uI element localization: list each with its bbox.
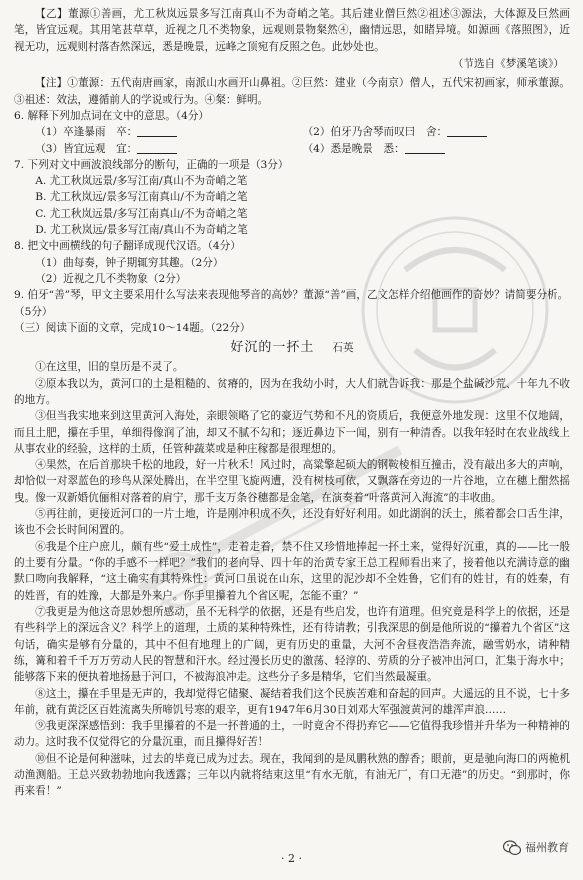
article-title: 好沉的一抔土 (230, 340, 315, 356)
article-paragraph-6: ⑥我是个庄户庶儿，颇有些“爱土成性”，走着走着，禁不住又珍惜地捧起一抔土来，觉得好沉重，真的——比一般的土要有分量。“你的手感不一样吧？”我们的老向导、四十年的治黄专家王总工程师看出来了，接着他以充满诗意的幽默口吻向我解释，“这土确实有其特殊性：黄河口虽说在山东，这里的泥沙却不全姓鲁，它们有的姓甘，有的姓秦，有的姓晋，有的姓豫，大都是外来户。你手里攥着九个省区呢，怎能不重？” (14, 540, 570, 602)
question-6-item-1: （1）卒逢暴雨 卒： (35, 126, 138, 139)
question-6-stem: 6. 解释下列加点词在文中的意思。（4分） (14, 109, 210, 122)
article-paragraph-7: ⑦我更是为他这奇思妙想所感动，虽不无科学的依据，还是有些启发，也许有道理。但究竟是科学上的依据，还是有些科学上的深远含义？科学上的道理，土质的某种特殊性，还有待请教；引我深思的倒是他所说的“攥着九个省区”这句话，确实是够有分量的，其中不但有地理上的广阔，更有历史的重量，大河不舍昼夜浩浩奔流，融雪奶水，请种精练，篝和着千千万万劳动人民的智慧和汗水。经过漫长历史的激荡、轻淳的、劳质的分子被冲出河口，汇集于海水中；能够落下来的便执着地扬悬于河口，不被海浪冲走。这些分子多是精华，它们当然最凝重。 (14, 605, 570, 684)
account-watermark (503, 840, 569, 857)
answer-blank[interactable] (137, 125, 177, 137)
passage-b-text: 董源①善画，尤工秋岚远景多写江南真山不为奇峭之笔。其后建业僧巨然②祖述③源法，大体源及巨然画笔，皆宜远观。其用笔甚草草，近视之几不类物象，远观则景物粲然④，幽情远思，如睹异境。如源画《落照图》，近视无功，远观则村落杳然深远，悉是晚景，远峰之顶宛有反照之色。此妙处也。 (14, 8, 570, 53)
section-3-heading: （三）阅读下面的文章，完成10～14题。（22分） (14, 321, 251, 334)
question-8-stem: 8. 把文中画横线的句子翻译成现代汉语。（4分） (14, 240, 241, 253)
article-paragraph-8: ⑧这土，攥在手里是无声的，我却觉得它储聚、凝结着我们这个民族苦难和奋起的回声。大遥远的且不说，七十多年前，就有黄泛区百姓流离失所啼饥号寒的艰辛，更有1947年6月30日刘邓大军强渡黄河的雄浑声浪…… (14, 687, 570, 716)
article-paragraph-10: ⑩但不论是何种滋味，过去的毕竟已成为过去。现在，我闻到的是凤鹏秋熟的醇香；眼前，更是驰向海口的两桅机动渔测船。王总兴致勃勃地向我透露；三年以内就将结束这里“有水无航，有油无厂，有口无港”的历史。“到那时，你再来看！” (14, 752, 570, 798)
question-7-option-b[interactable]: B. 尤工秋岚远/景多写江南真山/不为奇峭之笔 (35, 191, 248, 204)
question-6-item-2: （2）伯牙乃舍琴而叹曰 舍： (302, 126, 448, 139)
account-name: 福州教育 (525, 841, 569, 854)
question-6-row (14, 141, 570, 157)
answer-blank[interactable] (137, 142, 177, 154)
article-title-row (14, 338, 570, 358)
question-7-option-a[interactable]: A. 尤工秋岚远景/多写江南/真山不为奇峭之笔 (35, 175, 248, 188)
question-7-option-d[interactable]: D. 尤工秋岚远/景多写江南/真山不为奇峭之笔 (35, 224, 248, 237)
page-number: · 2 · (281, 852, 302, 865)
article-paragraph-5: ⑤再往前，更接近河口的一片土地，许是刚冲积成不久，还没有好好利用。如此湖润的沃土，熊着都会口舌生津，该也不会长时间闲置的。 (14, 508, 570, 537)
page-content (14, 6, 570, 800)
question-6-item-3: （3）皆宜远观 宜： (35, 142, 138, 155)
question-7-option-c[interactable]: C. 尤工秋岚远景/多写江南真山/不为奇峭之笔 (35, 207, 248, 220)
article-paragraph-2: ②原本我以为，黄河口的土是粗糙的、贫瘠的，因为在我幼小时，大人们就告诉我：那是个盐碱沙荒、十年九不收的地方。 (14, 377, 570, 406)
passage-b (14, 6, 570, 55)
question-8-item-1: （1）曲每奏，钟子期辄穷其趣。（2分） (35, 256, 224, 269)
article-paragraph-9: ⑨我更深深感悟到：我手里攥着的不是一抔普通的土，一时竟舍不得扔弃它——它值得我珍惜并升华为一种精神的动力。这时我不仅觉得它的分量沉重，而且攥得好苦！ (14, 720, 570, 749)
wechat-icon (503, 840, 521, 856)
question-8-item-2: （2）近视之几不类物象（2分） (35, 273, 187, 285)
question-6-item-4: （4）悉是晚景 悉： (302, 142, 405, 155)
answer-blank[interactable] (405, 142, 445, 154)
article-paragraph-1: ①在这里，旧的皇历是不灵了。 (35, 361, 184, 374)
question-7-stem: 7. 下列对文中画波浪线部分的断句，正确的一项是（3分） (14, 158, 289, 171)
passage-b-note: 【注】①董源：五代南唐画家，南派山水画开山鼻祖。②巨然：建业（今南京）僧人，五代宋初画家，师承董源。③祖述：效法，遵循前人的学说或行为。④粲：鲜明。 (14, 77, 570, 106)
article-author: 石英 (332, 342, 354, 355)
article-paragraph-3: ③但当我实地来到这里黄河入海处，亲眼领略了它的豪迈气势和不凡的资质后，我便意外地发现：这里不仅地阔，而且土肥，攥在手里，单细得像润了油，却又不腻不勾和；逐近鼻边下一闻，别有一种清香。以我年轻时在农业战线上从事农业的经验，这样的土质，任管种蔬菜或是种庄稼都是很理想的。 (14, 410, 570, 455)
question-9-stem: 9. 伯牙“善”琴，甲文主要采用什么写法来表现他琴音的高妙？董源“善”画，乙文怎样介绍他画作的奇妙？请简要分析。（5分） (14, 289, 569, 318)
question-6-row (14, 124, 570, 140)
answer-blank[interactable] (447, 125, 487, 137)
article-paragraph-4: ④果然，在后首那块千松的地段，好一片秋禾！风过时，高粱擎起硕大的钢鞍棱相互撞击，没有敲出多大的声响，却恰似一对翠蓝色的珍鸟从深处腾出，在半空里飞旋两遭，没有树枝可依，又飘落在旁边的一片谷地，立在穗上酣然摇曳。像一双新婚伉俪相对落着的肩宁，那千支万条谷穗都是金笔，在演奏着“叶落黄河入海流”的丰收曲。 (14, 459, 570, 504)
passage-b-source: （节选自《梦溪笔谈》） (452, 57, 564, 70)
passage-b-label: 【乙】 (35, 8, 68, 20)
